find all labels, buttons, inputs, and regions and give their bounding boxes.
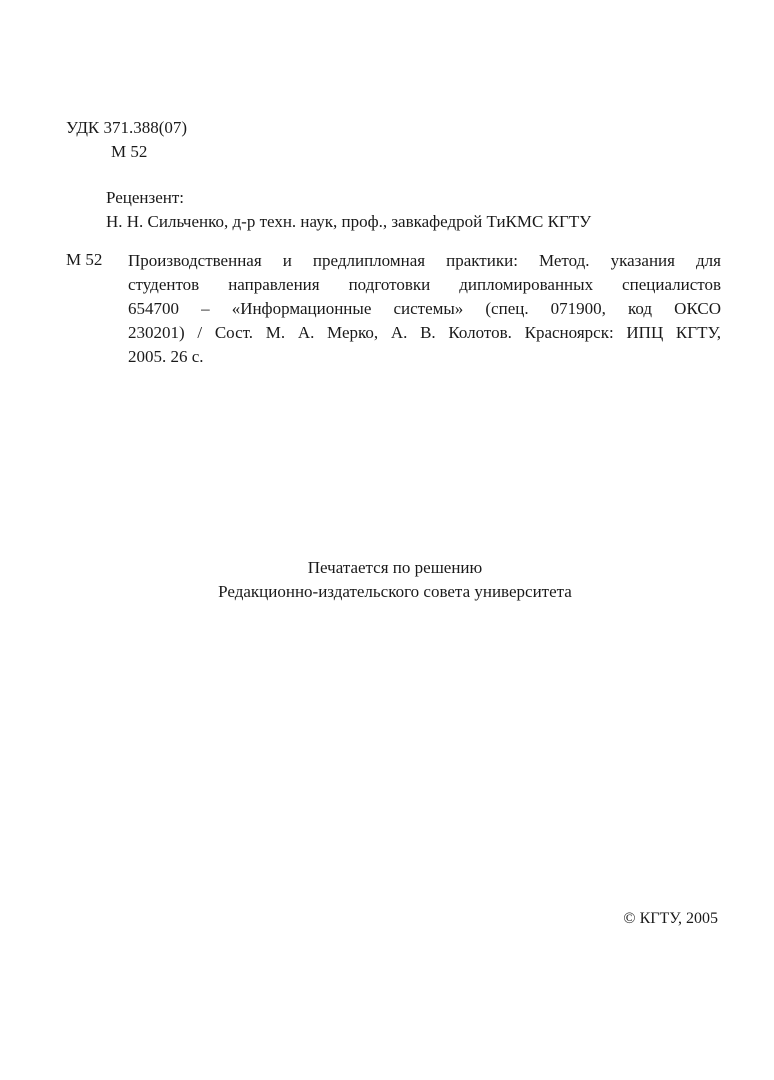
bibliographic-line: 654700 – «Информационные системы» (спец. 071900, код ОКСО — [128, 299, 721, 318]
imprint-line-1: Печатается по решению — [307, 558, 483, 577]
imprint-line-2: Редакционно-издательского совета университета — [218, 582, 572, 601]
bibliographic-index: М 52 — [66, 250, 103, 269]
author-mark: М 52 — [111, 142, 148, 161]
bibliographic-line: студентов направления подготовки дипломированных специалистов — [128, 275, 721, 294]
reviewer-name: Н. Н. Сильченко, д-р техн. наук, проф., завкафедрой ТиКМС КГТУ — [106, 212, 592, 231]
bibliographic-line: 2005. 26 с. — [128, 347, 204, 366]
bibliographic-line: Производственная и предлипломная практики: Метод. указания для — [128, 251, 721, 270]
bibliographic-text — [128, 249, 721, 369]
copyright-notice: © КГТУ, 2005 — [623, 910, 718, 927]
bibliographic-line: 230201) / Сост. М. А. Мерко, А. В. Колотов. Красноярск: ИПЦ КГТУ, — [128, 323, 721, 342]
reviewer-label: Рецензент: — [106, 188, 185, 207]
udk-code: УДК 371.388(07) — [66, 118, 188, 137]
